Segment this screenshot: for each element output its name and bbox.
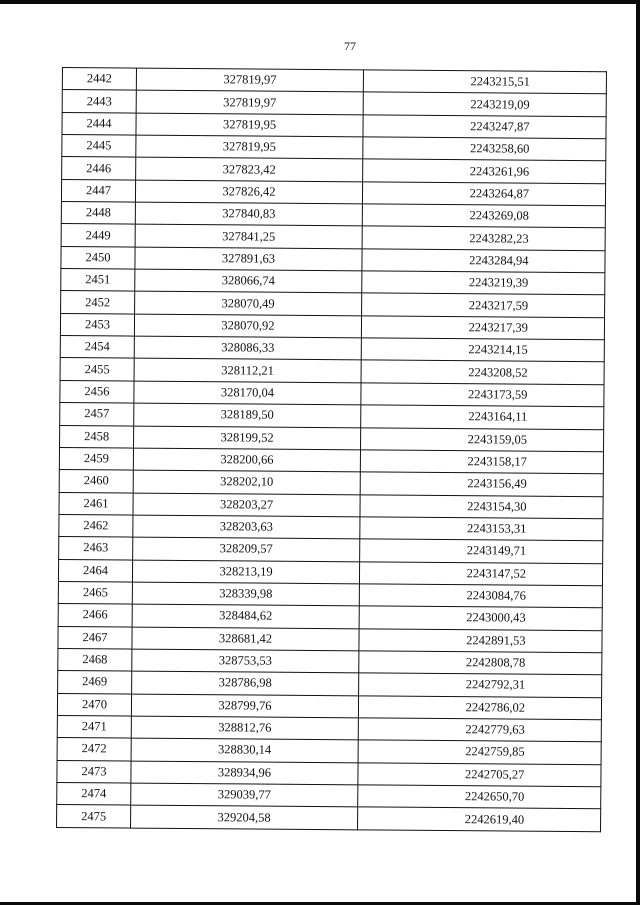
y-coordinate-cell: 2242891,53 [359,628,602,652]
point-number-cell: 2475 [57,805,131,828]
x-coordinate-cell: 328202,10 [133,470,360,494]
x-coordinate-cell: 328339,98 [132,582,359,606]
x-coordinate-cell: 328753,53 [132,649,359,673]
point-number-cell: 2465 [58,581,132,604]
x-coordinate-cell: 327841,25 [135,224,362,248]
y-coordinate-cell: 2242779,63 [358,718,601,742]
x-coordinate-cell: 329204,58 [131,805,358,829]
point-number-cell: 2443 [62,90,136,113]
x-coordinate-cell: 327823,42 [136,157,363,181]
x-coordinate-cell: 329039,77 [131,783,358,807]
coordinates-table-body [57,68,607,832]
x-coordinate-cell: 327819,95 [136,113,363,137]
y-coordinate-cell: 2243282,23 [362,226,605,250]
y-coordinate-cell: 2243154,30 [360,494,603,518]
x-coordinate-cell: 328934,96 [131,761,358,785]
y-coordinate-cell: 2242705,27 [358,763,601,787]
y-coordinate-cell: 2243269,08 [362,204,605,228]
point-number-cell: 2470 [57,693,131,716]
point-number-cell: 2451 [61,269,135,292]
y-coordinate-cell: 2242792,31 [359,673,602,697]
y-coordinate-cell: 2243219,09 [363,92,606,116]
y-coordinate-cell: 2243153,31 [360,517,603,541]
y-coordinate-cell: 2243264,87 [362,182,605,206]
y-coordinate-cell: 2243149,71 [360,539,603,563]
point-number-cell: 2445 [62,135,136,158]
point-number-cell: 2463 [59,537,133,560]
point-number-cell: 2446 [62,157,136,180]
x-coordinate-cell: 328189,50 [134,403,361,427]
point-number-cell: 2444 [62,112,136,135]
point-number-cell: 2473 [57,760,131,783]
y-coordinate-cell: 2242808,78 [359,651,602,675]
y-coordinate-cell: 2243217,39 [361,316,604,340]
x-coordinate-cell: 328066,74 [135,269,362,293]
y-coordinate-cell: 2243258,60 [363,137,606,161]
point-number-cell: 2458 [60,425,134,448]
point-number-cell: 2467 [58,626,132,649]
point-number-cell: 2469 [58,671,132,694]
x-coordinate-cell: 328681,42 [132,627,359,651]
y-coordinate-cell: 2242759,85 [358,740,601,764]
x-coordinate-cell: 328200,66 [133,448,360,472]
point-number-cell: 2452 [61,291,135,314]
scan-right-edge [636,0,640,905]
point-number-cell: 2460 [59,470,133,493]
point-number-cell: 2456 [60,380,134,403]
point-number-cell: 2450 [61,246,135,269]
x-coordinate-cell: 328203,27 [133,493,360,517]
x-coordinate-cell: 328203,63 [133,515,360,539]
x-coordinate-cell: 328812,76 [131,716,358,740]
x-coordinate-cell: 328209,57 [133,537,360,561]
point-number-cell: 2461 [59,492,133,515]
scan-top-edge [0,0,640,4]
point-number-cell: 2449 [61,224,135,247]
point-number-cell: 2442 [62,68,136,91]
y-coordinate-cell: 2243215,51 [363,70,606,94]
point-number-cell: 2468 [58,648,132,671]
y-coordinate-cell: 2243261,96 [363,159,606,183]
coordinates-table [56,67,607,832]
x-coordinate-cell: 328213,19 [132,560,359,584]
point-number-cell: 2466 [58,604,132,627]
x-coordinate-cell: 328070,92 [134,314,361,338]
point-number-cell: 2457 [60,403,134,426]
y-coordinate-cell: 2243156,49 [360,472,603,496]
y-coordinate-cell: 2243164,11 [361,405,604,429]
point-number-cell: 2464 [58,559,132,582]
point-number-cell: 2472 [57,738,131,761]
point-number-cell: 2471 [57,715,131,738]
x-coordinate-cell: 328484,62 [132,604,359,628]
x-coordinate-cell: 328086,33 [134,336,361,360]
x-coordinate-cell: 327819,97 [136,90,363,114]
y-coordinate-cell: 2243284,94 [362,249,605,273]
point-number-cell: 2447 [61,179,135,202]
y-coordinate-cell: 2243214,15 [361,338,604,362]
point-number-cell: 2474 [57,782,131,805]
y-coordinate-cell: 2243158,17 [360,450,603,474]
y-coordinate-cell: 2242786,02 [358,695,601,719]
x-coordinate-cell: 327819,97 [136,68,363,92]
x-coordinate-cell: 328112,21 [134,359,361,383]
y-coordinate-cell: 2242619,40 [358,807,601,831]
y-coordinate-cell: 2243084,76 [359,584,602,608]
point-number-cell: 2459 [59,447,133,470]
y-coordinate-cell: 2243173,59 [361,383,604,407]
x-coordinate-cell: 327840,83 [135,202,362,226]
x-coordinate-cell: 328199,52 [134,426,361,450]
y-coordinate-cell: 2243208,52 [361,360,604,384]
x-coordinate-cell: 327826,42 [135,180,362,204]
x-coordinate-cell: 328070,49 [135,292,362,316]
page-number: 77 [344,39,356,53]
point-number-cell: 2448 [61,202,135,225]
x-coordinate-cell: 328830,14 [131,738,358,762]
point-number-cell: 2454 [60,336,134,359]
point-number-cell: 2453 [60,313,134,336]
y-coordinate-cell: 2242650,70 [358,785,601,809]
y-coordinate-cell: 2243159,05 [361,427,604,451]
x-coordinate-cell: 328170,04 [134,381,361,405]
x-coordinate-cell: 328786,98 [132,671,359,695]
y-coordinate-cell: 2243000,43 [359,606,602,630]
x-coordinate-cell: 327891,63 [135,247,362,271]
x-coordinate-cell: 327819,95 [136,135,363,159]
y-coordinate-cell: 2243217,59 [362,293,605,317]
x-coordinate-cell: 328799,76 [131,694,358,718]
y-coordinate-cell: 2243219,39 [362,271,605,295]
point-number-cell: 2462 [59,514,133,537]
y-coordinate-cell: 2243247,87 [363,115,606,139]
table-row [57,805,601,832]
point-number-cell: 2455 [60,358,134,381]
y-coordinate-cell: 2243147,52 [359,561,602,585]
